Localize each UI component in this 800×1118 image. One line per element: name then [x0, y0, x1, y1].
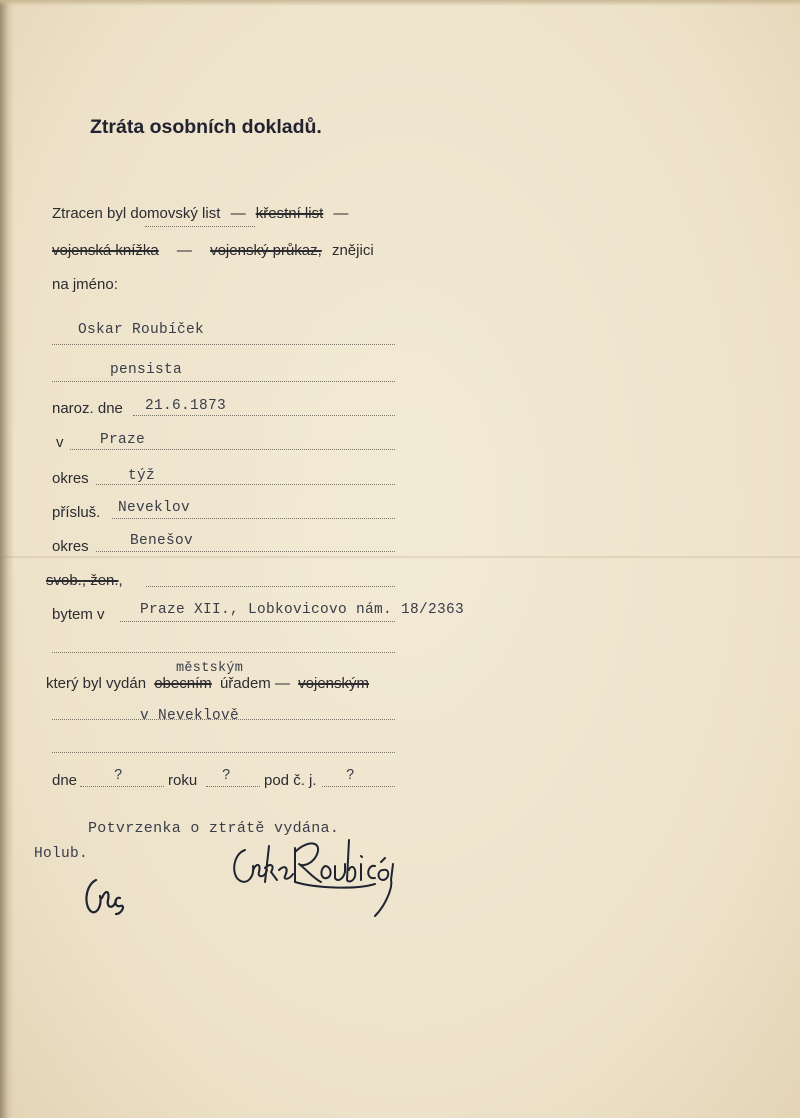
- district-value: týž: [128, 468, 156, 484]
- paper-edge-top: [0, 0, 800, 6]
- issued-middle: úřadem —: [219, 675, 290, 692]
- initials-handwritten: [80, 868, 130, 928]
- intro-line-1: [52, 205, 348, 222]
- issued-line-2: [52, 752, 395, 753]
- intro-line-3: na jméno:: [52, 276, 118, 293]
- intro-dash-2: —: [333, 205, 349, 222]
- inserted-office: městským: [176, 661, 244, 676]
- ref-year-value: ?: [222, 768, 232, 784]
- domicile-label: přísluš.: [52, 504, 101, 521]
- paper-edge-left: [0, 0, 14, 1118]
- issued-struck-military: vojenským: [298, 675, 369, 692]
- place-line: [70, 449, 395, 450]
- district2-line: [96, 551, 395, 552]
- intro-dash-1: —: [230, 205, 246, 222]
- intro-lead: Ztracen byl domovský list: [52, 205, 221, 222]
- status-struck: , žen.: [81, 572, 119, 589]
- born-value: 21.6.1873: [145, 398, 227, 414]
- occupation-line: [52, 381, 395, 382]
- issued-lead: který byl vydán: [46, 675, 147, 692]
- status-label: svob.: [46, 572, 82, 589]
- occupation-value: pensista: [110, 362, 183, 378]
- intro-struck-baptism-certificate: křestní list: [255, 205, 324, 222]
- issued-line: [52, 719, 395, 720]
- underline-domovsky: [145, 226, 255, 227]
- clerk-name: Holub.: [34, 846, 89, 862]
- issued-struck-office: obecním: [154, 675, 212, 692]
- issued-place-value: v Neveklově: [140, 708, 240, 724]
- document-title: Ztráta osobních dokladů.: [90, 116, 322, 138]
- status-row: [46, 572, 123, 589]
- residence-value: Praze XII., Lobkovicovo nám. 18/2363: [140, 602, 465, 618]
- born-label: naroz. dne: [52, 400, 123, 417]
- name-value: Oskar Roubíček: [78, 322, 205, 338]
- residence-label: bytem v: [52, 606, 105, 623]
- place-label: v: [56, 434, 64, 451]
- status-end: ,: [118, 572, 123, 589]
- signature-handwritten: [225, 818, 400, 928]
- ref-number-label: pod č. j.: [264, 772, 317, 789]
- ref-date-value: ?: [114, 768, 124, 784]
- intro-dash-3: —: [176, 242, 192, 259]
- district-line: [96, 484, 395, 485]
- name-line: [52, 344, 395, 345]
- district2-value: Benešov: [130, 533, 194, 549]
- domicile-value: Neveklov: [118, 500, 191, 516]
- ref-date-label: dne: [52, 772, 78, 789]
- issued-row: [46, 675, 369, 692]
- ref-year-label: roku: [168, 772, 198, 789]
- domicile-line: [112, 518, 395, 519]
- ref-year-line: [206, 786, 260, 787]
- paper-fold: [0, 556, 800, 558]
- intro-line-2: [52, 242, 374, 259]
- district2-label: okres: [52, 538, 89, 555]
- ref-date-line: [80, 786, 164, 787]
- ref-number-line: [322, 786, 395, 787]
- residence-line: [120, 621, 395, 622]
- district-label: okres: [52, 470, 89, 487]
- intro-struck-military-id: vojenský průkaz,: [210, 242, 322, 259]
- document-title-wrap: [90, 116, 322, 139]
- ref-number-value: ?: [346, 768, 356, 784]
- status-line: [146, 586, 395, 587]
- intro-struck-military-book: vojenská knížka: [52, 242, 159, 259]
- residence-line-2: [52, 652, 395, 653]
- receipt-text: Potvrzenka o ztrátě vydána.: [88, 820, 340, 837]
- intro-tail: znějici: [331, 242, 374, 259]
- born-line: [133, 415, 395, 416]
- place-value: Praze: [100, 432, 146, 448]
